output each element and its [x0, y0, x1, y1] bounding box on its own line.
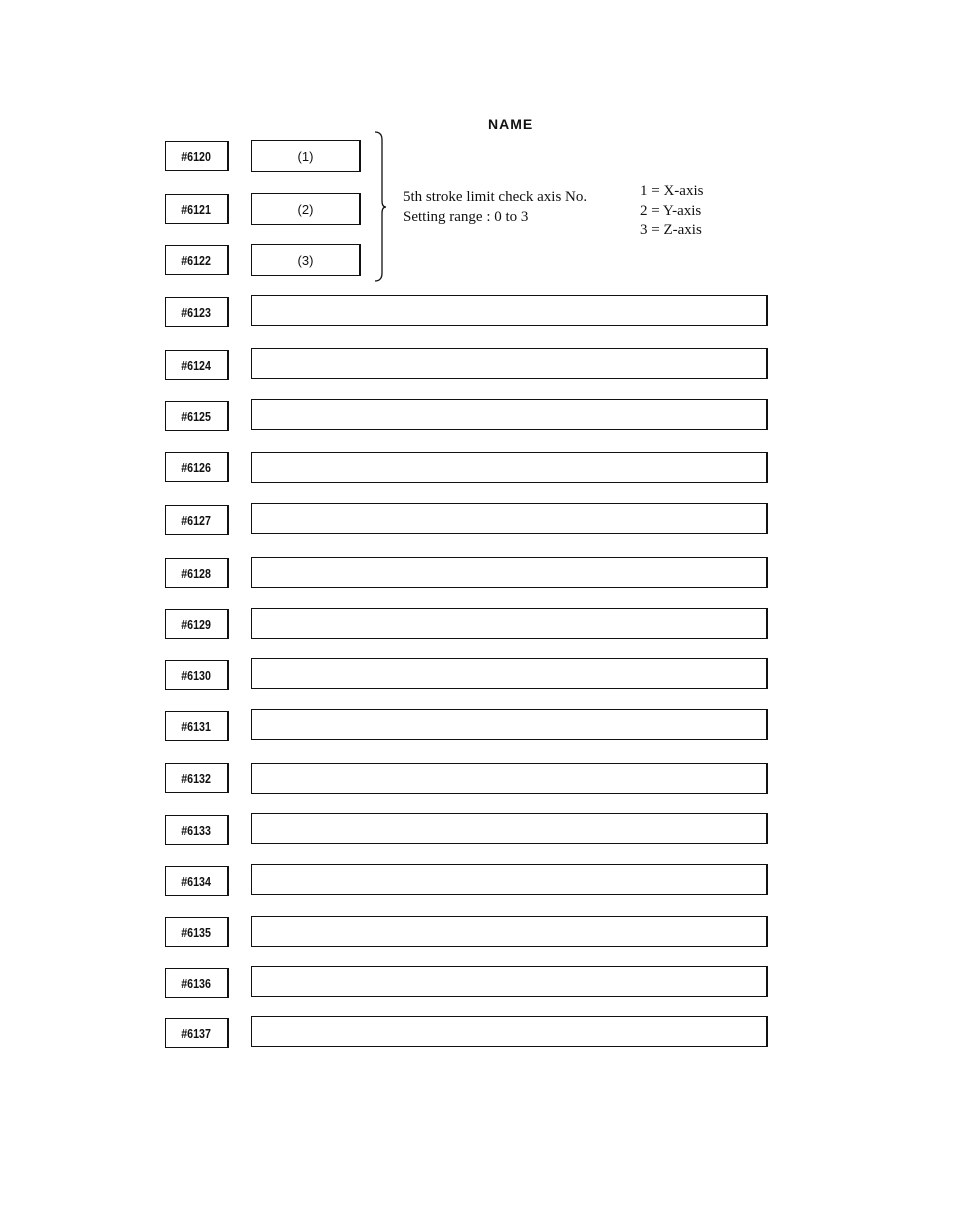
description-line-1: 5th stroke limit check axis No.	[403, 189, 588, 205]
param-6137-label: #6137	[165, 1018, 229, 1048]
param-6127-label: #6127	[165, 505, 229, 535]
param-6120-field[interactable]: (1)	[251, 140, 361, 172]
axis-description	[403, 187, 587, 227]
param-6124-label: #6124	[165, 350, 229, 380]
param-6121-label: #6121	[165, 194, 229, 224]
name-heading: NAME	[488, 116, 534, 132]
axis-option-z: 3 = Z-axis	[640, 222, 702, 238]
param-6122-label: #6122	[165, 245, 229, 275]
grouping-brace	[373, 131, 393, 283]
param-6122-field[interactable]: (3)	[251, 244, 361, 276]
param-6125-field[interactable]	[251, 399, 768, 430]
param-6124-field[interactable]	[251, 348, 768, 379]
param-6132-field[interactable]	[251, 763, 768, 794]
param-6135-field[interactable]	[251, 916, 768, 947]
param-6131-label: #6131	[165, 711, 229, 741]
axis-options	[640, 182, 703, 241]
param-6131-field[interactable]	[251, 709, 768, 740]
param-6137-field[interactable]	[251, 1016, 768, 1047]
param-6128-label: #6128	[165, 558, 229, 588]
param-6136-label: #6136	[165, 968, 229, 998]
param-6129-field[interactable]	[251, 608, 768, 639]
param-6123-label: #6123	[165, 297, 229, 327]
param-6134-label: #6134	[165, 866, 229, 896]
axis-option-y: 2 = Y-axis	[640, 202, 702, 219]
param-6127-field[interactable]	[251, 503, 768, 534]
param-6120-label: #6120	[165, 141, 229, 171]
param-6130-field[interactable]	[251, 658, 768, 689]
description-line-2: Setting range : 0 to 3	[403, 209, 529, 225]
param-6126-label: #6126	[165, 452, 229, 482]
param-6130-label: #6130	[165, 660, 229, 690]
param-6132-label: #6132	[165, 763, 229, 793]
param-6121-field[interactable]: (2)	[251, 193, 361, 225]
axis-option-x: 1 = X-axis	[640, 183, 704, 199]
param-6128-field[interactable]	[251, 557, 768, 588]
param-6133-label: #6133	[165, 815, 229, 845]
param-6134-field[interactable]	[251, 864, 768, 895]
param-6136-field[interactable]	[251, 966, 768, 997]
param-6129-label: #6129	[165, 609, 229, 639]
param-6126-field[interactable]	[251, 452, 768, 483]
param-6123-field[interactable]	[251, 295, 768, 326]
param-6135-label: #6135	[165, 917, 229, 947]
param-6133-field[interactable]	[251, 813, 768, 844]
param-6125-label: #6125	[165, 401, 229, 431]
